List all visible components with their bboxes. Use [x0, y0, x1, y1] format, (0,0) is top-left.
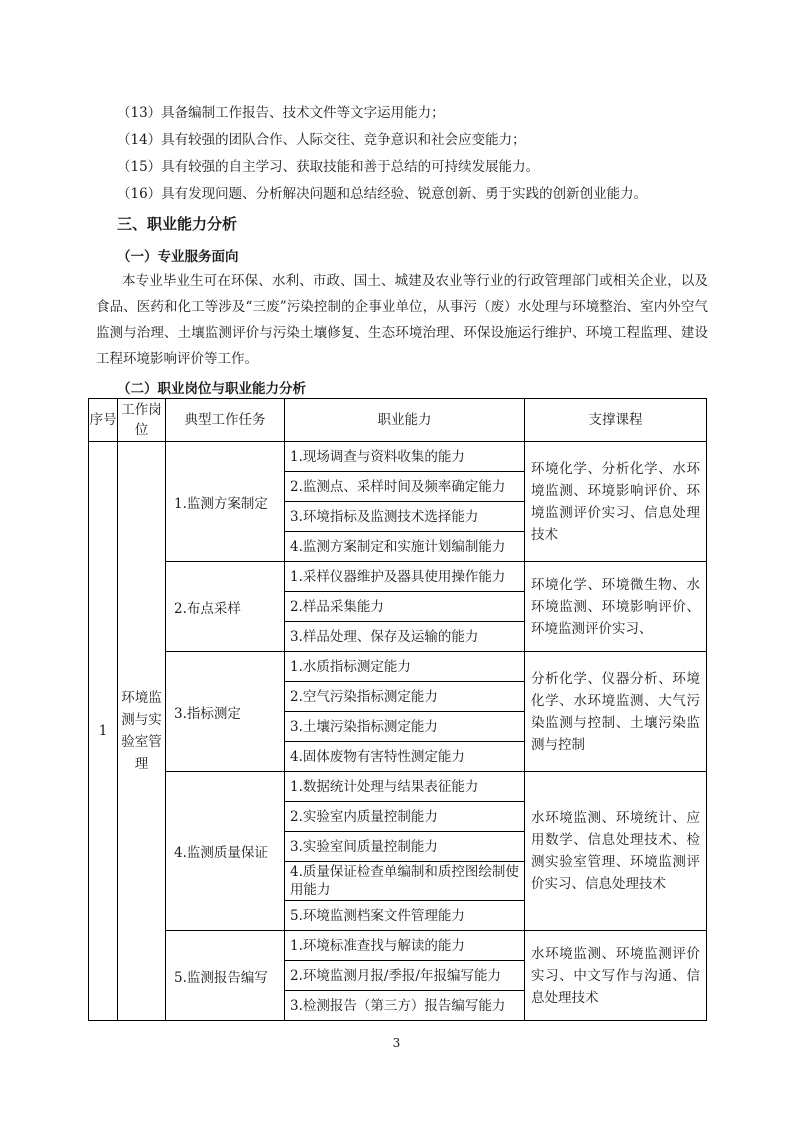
list-item-13: （13）具备编制工作报告、技术文件等文字运用能力；	[117, 105, 445, 121]
header-post: 工作岗位	[118, 399, 166, 442]
ability-cell: 4.固体废物有害特性测定能力	[285, 742, 525, 772]
list-item-14: （14）具有较强的团队合作、人际交往、竞争意识和社会应变能力；	[117, 132, 526, 148]
header-seq: 序号	[89, 399, 118, 442]
ability-cell: 2.监测点、采样时间及频率确定能力	[285, 472, 525, 502]
ability-cell: 3.环境指标及监测技术选择能力	[285, 502, 525, 532]
table-row	[89, 442, 707, 472]
task-cell: 4.监测质量保证	[166, 772, 285, 931]
table-row	[89, 652, 707, 682]
subsection-service-title: （一）专业服务面向	[117, 249, 239, 265]
ability-cell: 2.样品采集能力	[285, 592, 525, 622]
ability-cell: 1.环境标准查找与解读的能力	[285, 931, 525, 961]
ability-cell: 4.质量保证检查单编制和质控图绘制使用能力	[285, 862, 525, 901]
course-cell: 环境化学、分析化学、水环境监测、环境影响评价、环境监测评价实习、信息处理技术	[525, 442, 707, 562]
ability-cell: 5.环境监测档案文件管理能力	[285, 901, 525, 931]
service-paragraph: 本专业毕业生可在环保、水利、市政、国土、城建及农业等行业的行政管理部门或相关企业，以及食品、医药和化工等涉及“三废”污染控制的企事业单位，从事污（废）水处理与环境整治、室内外空气监测与治理、土壤监测评价与污染土壤修复、生态环境治理、环保设施运行维护、环境工程监理、建设工程环境影响评价等工作。	[96, 273, 708, 367]
table-header-row	[89, 399, 707, 442]
list-item-15: （15）具有较强的自主学习、获取技能和善于总结的可持续发展能力。	[117, 159, 540, 175]
ability-cell: 3.土壤污染指标测定能力	[285, 712, 525, 742]
ability-cell: 4.监测方案制定和实施计划编制能力	[285, 532, 525, 562]
ability-cell: 1.现场调查与资料收集的能力	[285, 442, 525, 472]
ability-cell: 1.水质指标测定能力	[285, 652, 525, 682]
course-cell: 环境化学、环境微生物、水环境监测、环境影响评价、环境监测评价实习、	[525, 562, 707, 652]
subsection-ability-title: （二）职业岗位与职业能力分析	[117, 381, 306, 397]
course-cell: 分析化学、仪器分析、环境化学、水环境监测、大气污染监测与控制、土壤污染监测与控制	[525, 652, 707, 772]
ability-cell: 1.采样仪器维护及器具使用操作能力	[285, 562, 525, 592]
seq-cell: 1	[89, 442, 118, 1021]
task-cell: 5.监测报告编写	[166, 931, 285, 1021]
course-cell: 水环境监测、环境统计、应用数学、信息处理技术、检测实验室管理、环境监测评价实习、信息处理技术	[525, 772, 707, 931]
task-cell: 1.监测方案制定	[166, 442, 285, 562]
page-number: 3	[392, 1036, 401, 1050]
ability-cell: 2.环境监测月报/季报/年报编写能力	[285, 961, 525, 991]
ability-cell: 1.数据统计处理与结果表征能力	[285, 772, 525, 802]
header-course: 支撑课程	[525, 399, 707, 442]
ability-table	[88, 398, 707, 1021]
task-cell: 2.布点采样	[166, 562, 285, 652]
header-task: 典型工作任务	[166, 399, 285, 442]
post-cell: 环境监测与实验室管理	[118, 442, 166, 1021]
list-item-16: （16）具有发现问题、分析解决问题和总结经验、锐意创新、勇于实践的创新创业能力。	[117, 186, 648, 202]
header-ability: 职业能力	[285, 399, 525, 442]
ability-cell: 3.检测报告（第三方）报告编写能力	[285, 991, 525, 1021]
ability-cell: 3.样品处理、保存及运输的能力	[285, 622, 525, 652]
ability-cell: 2.空气污染指标测定能力	[285, 682, 525, 712]
course-cell: 水环境监测、环境监测评价实习、中文写作与沟通、信息处理技术	[525, 931, 707, 1021]
ability-cell: 3.实验室间质量控制能力	[285, 832, 525, 862]
table-row	[89, 931, 707, 961]
section-title: 三、职业能力分析	[117, 215, 238, 233]
task-cell: 3.指标测定	[166, 652, 285, 772]
ability-cell: 2.实验室内质量控制能力	[285, 802, 525, 832]
table-row	[89, 772, 707, 802]
table-row	[89, 562, 707, 592]
